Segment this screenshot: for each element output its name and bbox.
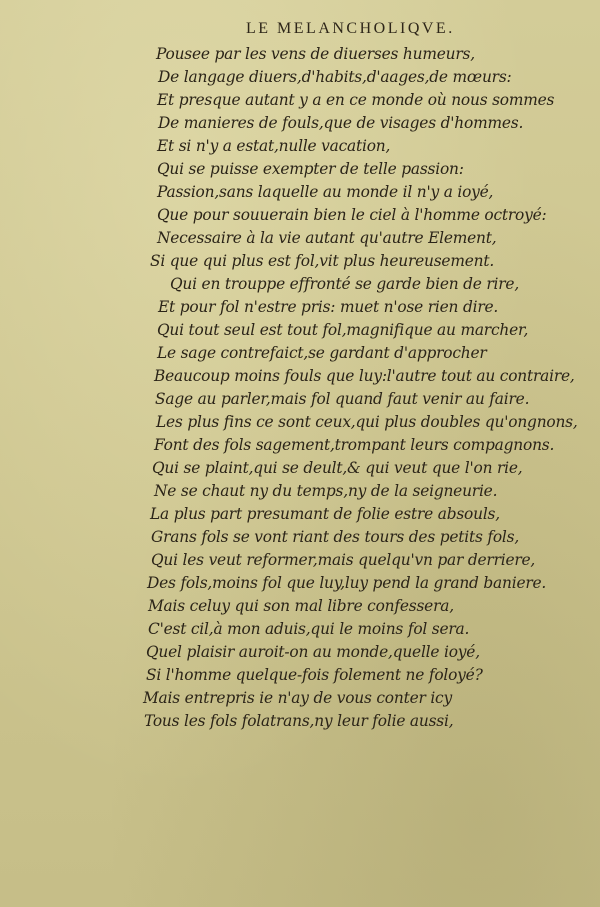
verse-line: Font des fols sagement,trompant leurs compagnons. — [154, 436, 555, 454]
verse-line: Qui en trouppe effronté se garde bien de rire, — [170, 275, 520, 293]
verse-line: Mais entrepris ie n'ay de vous conter icy — [143, 689, 452, 707]
verse-line: De langage diuers,d'habits,d'aages,de mœurs: — [158, 68, 512, 86]
verse-line: Des fols,moins fol que luy,luy pend la grand baniere. — [147, 574, 547, 592]
verse-line: Si l'homme quelque-fois folement ne foloyé? — [146, 666, 483, 684]
verse-line: Qui les veut reformer,mais quelqu'vn par derriere, — [151, 551, 536, 569]
verse-line: Et si n'y a estat,nulle vacation, — [157, 137, 391, 155]
verse-line: Grans fols se vont riant des tours des petits fols, — [151, 528, 520, 546]
verse-line: Qui tout seul est tout fol,magnifique au marcher, — [157, 321, 529, 339]
running-title: LE MELANCHOLIQVE. — [246, 20, 455, 37]
verse-line: Necessaire à la vie autant qu'autre Element, — [157, 229, 497, 247]
verse-line: Que pour souuerain bien le ciel à l'homme octroyé: — [157, 206, 547, 224]
verse-line: La plus part presumant de folie estre absouls, — [150, 505, 500, 523]
verse-line: Le sage contrefaict,se gardant d'approcher — [157, 344, 487, 362]
verse-line: Mais celuy qui son mal libre confessera, — [148, 597, 454, 615]
verse-line: Qui se puisse exempter de telle passion: — [157, 160, 464, 178]
verse-line: De manieres de fouls,que de visages d'hommes. — [158, 114, 524, 132]
verse-line: Qui se plaint,qui se deult,& qui veut que l'on rie, — [152, 459, 523, 477]
verse-line: Quel plaisir auroit-on au monde,quelle ioyé, — [146, 643, 480, 661]
verse-line: Beaucoup moins fouls que luy:l'autre tout au contraire, — [154, 367, 575, 385]
verse-line: Sage au parler,mais fol quand faut venir au faire. — [155, 390, 530, 408]
verse-line: C'est cil,à mon aduis,qui le moins fol sera. — [148, 620, 470, 638]
verse-line: Si que qui plus est fol,vit plus heureusement. — [150, 252, 495, 270]
verse-line: Et presque autant y a en ce monde où nous sommes — [157, 91, 555, 109]
verse-line: Tous les fols folatrans,ny leur folie aussi, — [144, 712, 454, 730]
verse-line: Ne se chaut ny du temps,ny de la seigneurie. — [154, 482, 498, 500]
verse-line: Passion,sans laquelle au monde il n'y a ioyé, — [157, 183, 494, 201]
verse-line: Les plus fins ce sont ceux,qui plus doubles qu'ongnons, — [156, 413, 578, 431]
verse-line: Et pour fol n'estre pris: muet n'ose rien dire. — [158, 298, 499, 316]
verse-line: Pousee par les vens de diuerses humeurs, — [156, 45, 475, 63]
